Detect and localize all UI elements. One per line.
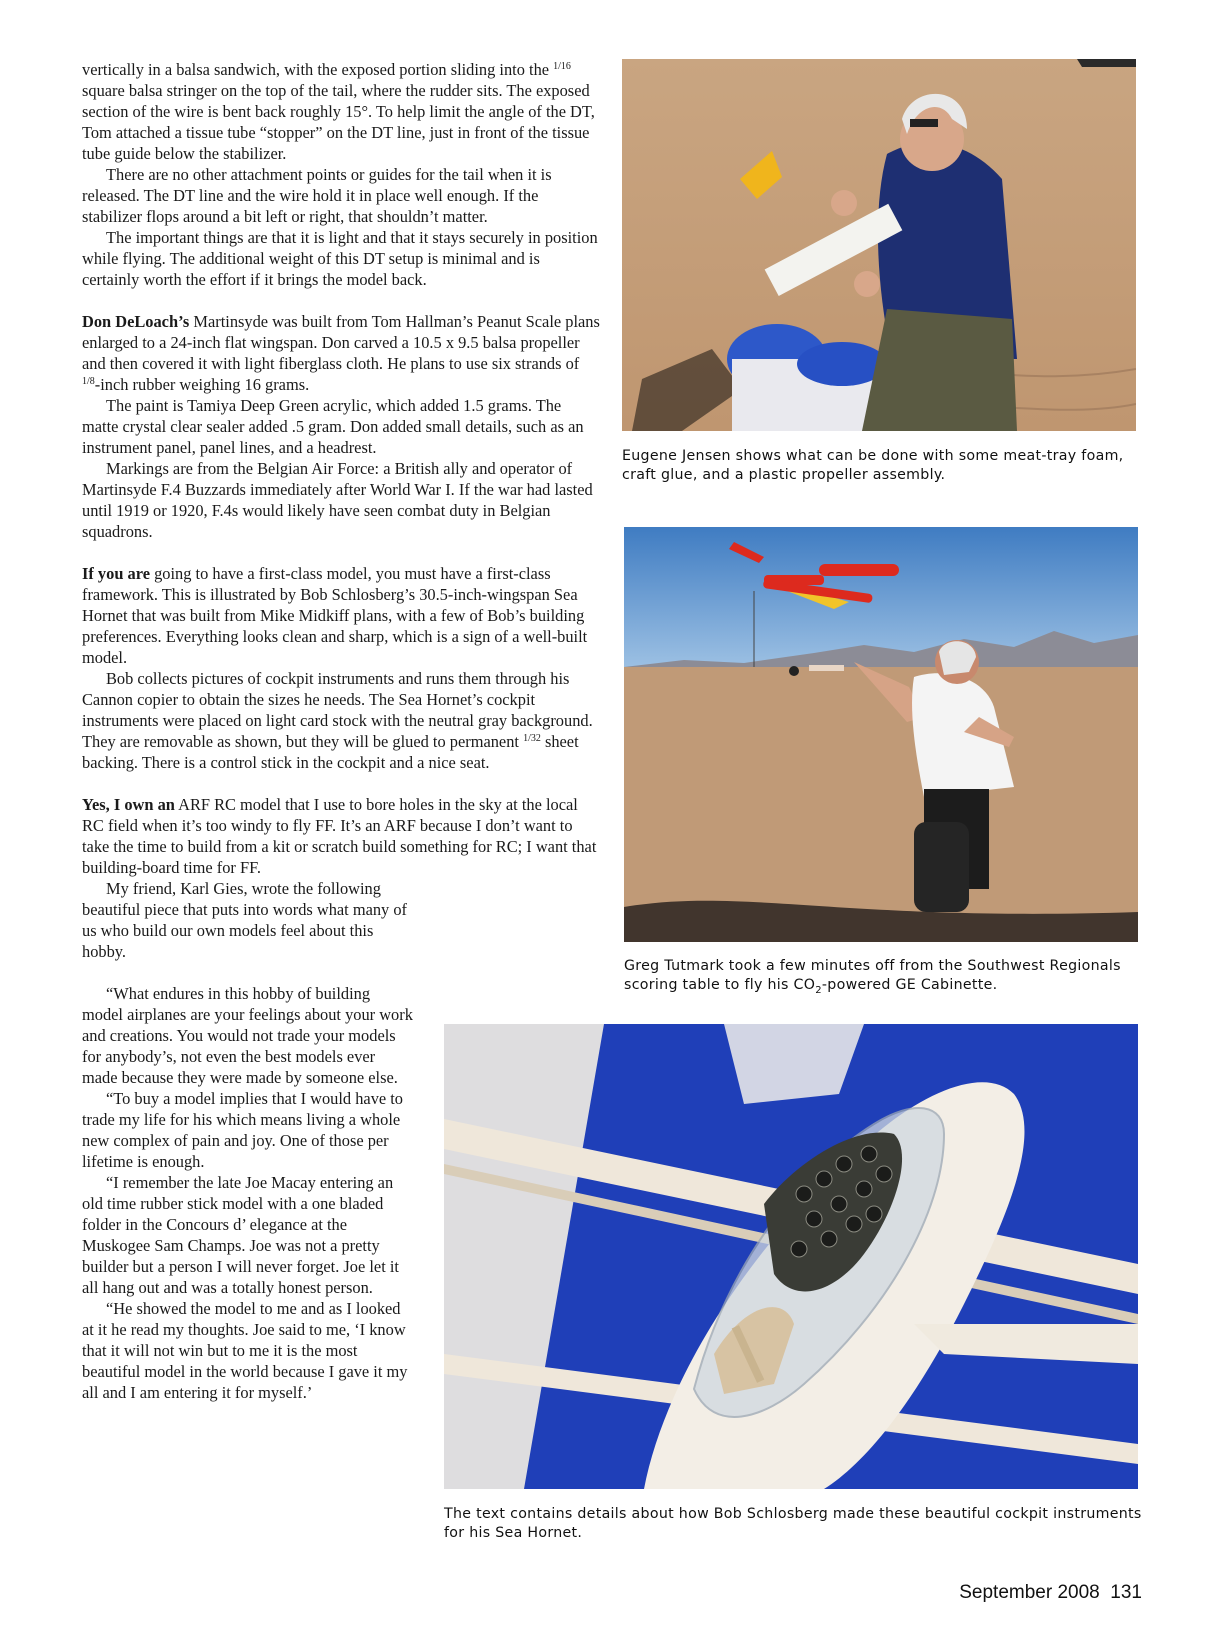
paragraph-attachment: There are no other attachment points or guides for the tail when it is released. The DT line and the wire hold it in place well enough. If the stabilizer flops around a bit left or right, that shouldn’t matter. <box>82 165 552 226</box>
lead-in: If you are <box>82 564 150 583</box>
quote-paragraph: “He showed the model to me and as I looked at it he read my thoughts. Joe said to me, ‘I know that it will not win but to me it is the most beautiful model in the world because I gave it my all and I am entering it for myself.’ <box>82 1299 408 1402</box>
caption-greg-tutmark: Greg Tutmark took a few minutes off from the Southwest Regionals scoring table to fly his $CO_2$-powered GE Cabinette. <box>624 958 1121 996</box>
caption-eugene-jensen: Eugene Jensen shows what can be done with some meat-tray foam, craft glue, and a plastic propeller assembly. <box>622 448 1124 483</box>
fraction: 1/32 <box>523 733 541 744</box>
quote-block <box>82 983 414 1403</box>
quote-paragraph: “I remember the late Joe Macay entering an old time rubber stick model with a one bladed folder in the Concours d’ elegance at the Muskogee Sam Champs. Joe was not a pretty builder but a person I will never forget. Joe let it all hang out and was a totally honest person. <box>82 1173 399 1297</box>
quote-paragraph: “To buy a model implies that I would have to trade my life for his which means living a whole new complex of pain and joy. One of those per lifetime is enough. <box>82 1089 404 1171</box>
lead-in: Don DeLoach’s <box>82 312 190 331</box>
paragraph-karl-gies: My friend, Karl Gies, wrote the following beautiful piece that puts into words what many of us who build our own models feel about this hobby. <box>82 879 408 961</box>
photo-eugene-jensen <box>622 59 1136 431</box>
photo-sea-hornet-cockpit <box>444 1024 1138 1489</box>
paragraph-arf: Yes, I own an ARF RC model that I use to bore holes in the sky at the local RC field when it’s too windy to fly FF. It’s an ARF because I don’t want to take the time to build from a kit or scratch build something for RC; I want that building-board time for FF. <box>82 795 597 877</box>
paragraph-sea-hornet: If you are going to have a first-class model, you must have a first-class framework. This is illustrated by Bob Schlosberg’s 30.5-inch-wingspan Sea Hornet that was built from Mike Midkiff plans, with a few of Bob’s building preferences. Everything looks clean and sharp, which is a sign of a well-built model. <box>82 564 588 667</box>
paragraph-dt-wire: vertically in a balsa sandwich, with the exposed portion sliding into the $^{1/16}$ square balsa stringer on the top of the tail, where the rudder sits. The exposed section of the wire is bent back roughly 15°. To help limit the angle of the DT, Tom attached a tissue tube “stopper” on the DT line, just in front of the tissue tube guide below the stabilizer. <box>82 60 595 163</box>
paragraph-markings: Markings are from the Belgian Air Force: a British ally and operator of Martinsyde F.4 Buzzards immediately after World War I. If the war had lasted until 1919 or 1920, F.4s would likely have seen combat duty in Belgian squadrons. <box>82 459 593 541</box>
lead-in: Yes, I own an <box>82 795 175 814</box>
fraction: 1/8 <box>82 376 95 387</box>
paragraph-cockpit: Bob collects pictures of cockpit instruments and runs them through his Cannon copier to obtain the sizes he needs. The Sea Hornet’s cockpit instruments were placed on light card stock with the neutral gray background. They are removable as shown, but they will be glued to permanent $^{1/32}$ sheet backing. There is a control stick in the cockpit and a nice seat. <box>82 669 593 772</box>
subscript: 2 <box>815 984 822 996</box>
paragraph-paint: The paint is Tamiya Deep Green acrylic, which added 1.5 grams. The matte crystal clear sealer added .5 gram. Don added small details, such as an instrument panel, panel lines, and a headrest. <box>82 396 584 457</box>
caption-sea-hornet: The text contains details about how Bob Schlosberg made these beautiful cockpit instruments for his Sea Hornet. <box>444 1506 1142 1541</box>
quote-paragraph: “What endures in this hobby of building model airplanes are your feelings about your work and creations. You would not trade your models for anybody’s, not even the best models ever made because they were made by someone else. <box>82 984 413 1087</box>
paragraph-important: The important things are that it is light and that it stays securely in position while flying. The additional weight of this DT setup is minimal and is certainly worth the effort if it brings the model back. <box>82 228 598 289</box>
photo-greg-tutmark <box>624 527 1138 942</box>
paragraph-martinsyde: Don DeLoach’s Martinsyde was built from Tom Hallman’s Peanut Scale plans enlarged to a 24-inch flat wingspan. Don carved a 10.5 x 9.5 balsa propeller and then covered it with light fiberglass cloth. He plans to use six strands of $^{1/8}$-inch rubber weighing 16 grams. <box>82 312 600 394</box>
fraction: 1/16 <box>553 61 571 72</box>
page-folio: September 2008 131 <box>959 1582 1142 1603</box>
